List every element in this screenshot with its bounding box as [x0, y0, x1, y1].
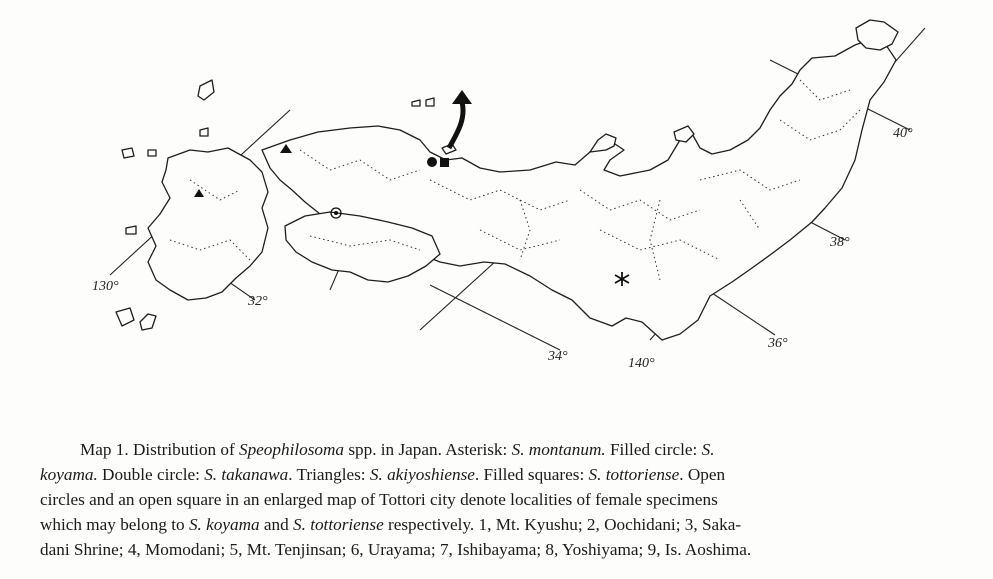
caption-text: Map 1. Distribution of: [80, 440, 239, 459]
caption-text: Filled circle:: [605, 440, 702, 459]
island: [148, 150, 156, 156]
pointer-arrow: [449, 102, 463, 148]
island: [426, 98, 434, 106]
lat-label-36: 36°: [768, 336, 788, 351]
lat-label-40: 40°: [893, 126, 913, 141]
species-name: S. koyama: [188, 515, 260, 534]
lon-label-130: 130°: [92, 279, 119, 294]
kyushu-island: [148, 148, 268, 300]
caption-text: Double circle:: [97, 465, 205, 484]
island: [140, 314, 156, 330]
figure-caption: [40, 437, 955, 562]
honshu-island: [262, 36, 896, 340]
island: [412, 100, 420, 106]
caption-text: which may belong to: [40, 515, 189, 534]
marker-filled-square: [440, 158, 449, 167]
species-name: S. montanum.: [511, 440, 606, 459]
lat-label-38: 38°: [830, 235, 850, 250]
caption-text: spp. in Japan. Asterisk:: [344, 440, 512, 459]
caption-text: . Filled squares:: [474, 465, 589, 484]
species-name: koyama.: [40, 465, 98, 484]
lat-label-34: 34°: [548, 349, 568, 364]
arrow-head-icon: [452, 90, 472, 104]
marker-filled-circle: [427, 157, 437, 167]
caption-text: and: [259, 515, 293, 534]
island: [122, 148, 134, 158]
caption-line-5: dani Shrine; 4, Momodani; 5, Mt. Tenjinsan; 6, Urayama; 7, Ishibayama; 8, Yoshiyama; 9, Is. Aoshima.: [40, 540, 752, 559]
lat-label-32: 32°: [248, 294, 268, 309]
caption-text: . Open: [679, 465, 726, 484]
caption-text: . Triangles:: [288, 465, 370, 484]
graticule-line: [430, 285, 560, 350]
caption-text: respectively. 1, Mt. Kyushu; 2, Oochidani; 3, Saka-: [383, 515, 742, 534]
island: [126, 226, 136, 234]
island: [198, 80, 214, 100]
genus-name: Speophilosoma: [238, 440, 345, 459]
species-name: S. tottoriense: [293, 515, 384, 534]
species-name: S. takanawa: [204, 465, 289, 484]
species-name: S.: [701, 440, 715, 459]
species-name: S. tottoriense: [588, 465, 680, 484]
caption-line-1: [40, 437, 955, 462]
lon-label-140: 140°: [628, 356, 655, 371]
species-name: S. akiyoshiense: [369, 465, 475, 484]
caption-line-3: circles and an open square in an enlarged map of Tottori city denote localities of female specimens: [40, 490, 718, 509]
island: [116, 308, 134, 326]
caption-line-4: [40, 512, 955, 537]
island: [200, 128, 208, 136]
caption-line-2: [40, 462, 955, 487]
